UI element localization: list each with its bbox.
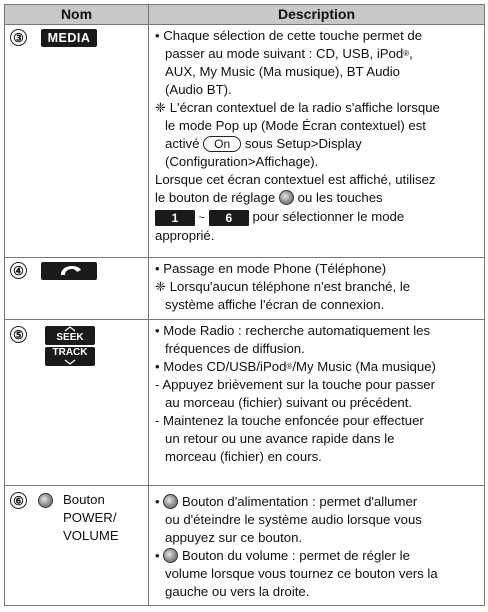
text-line: • Bouton du volume : permet de régler le: [155, 548, 410, 563]
text-line: le mode Pop up (Mode Écran contextuel) est: [165, 118, 426, 133]
row-number: ③: [10, 29, 27, 46]
text-line: fréquences de diffusion.: [165, 341, 305, 356]
nom-cell-seek-track: [5, 320, 149, 486]
phone-icon: [41, 262, 97, 280]
text-line: ❈ Lorsqu'aucun téléphone n'est branché, le: [155, 279, 411, 294]
text-line: approprié.: [155, 228, 215, 243]
text-line: AUX, My Music (Ma musique), BT Audio: [165, 64, 401, 79]
table-row: [5, 320, 485, 486]
text-line: • Chaque sélection de cette touche permet de: [155, 28, 423, 43]
text-line: au morceau (fichier) suivant ou précédent.: [165, 395, 413, 410]
text-line: • Passage en mode Phone (Téléphone): [155, 261, 387, 276]
chevron-down-icon: [45, 359, 95, 365]
header-description: Description: [149, 5, 485, 25]
key-1-icon: 1: [155, 210, 195, 226]
text-line: • Modes CD/USB/iPod®/My Music (Ma musique): [155, 359, 436, 374]
row-number: ④: [10, 262, 27, 279]
nom-cell-power-volume: [5, 486, 149, 606]
power-knob-icon: [38, 493, 53, 508]
text-line: (Audio BT).: [165, 82, 232, 97]
text-line: - Appuyez brièvement sur la touche pour passer: [155, 377, 436, 392]
text-line: passer au mode suivant : CD, USB, iPod®,: [165, 46, 413, 61]
track-button: TRACK: [45, 347, 95, 366]
description-cell-power-volume: [149, 486, 485, 606]
text-line: ou d'éteindre le système audio lorsque vous: [165, 512, 422, 527]
text-line: système affiche l'écran de connexion.: [165, 297, 385, 312]
text-line: appuyez sur ce bouton.: [165, 530, 303, 545]
description-cell-seek-track: [149, 320, 485, 486]
text-line: (Configuration>Affichage).: [165, 154, 319, 169]
seek-button: SEEK: [45, 326, 95, 345]
power-knob-icon: [163, 494, 178, 509]
text-line: activé On sous Setup>Display: [165, 136, 362, 151]
tune-knob-icon: [279, 190, 294, 205]
on-button-icon: On: [203, 136, 241, 152]
text-line: morceau (fichier) en cours.: [165, 449, 322, 464]
text-line: • Bouton d'alimentation : permet d'allumer: [155, 494, 418, 509]
key-6-icon: 6: [209, 210, 249, 226]
text-line: • Mode Radio : recherche automatiquement les: [155, 323, 431, 338]
table-row: [5, 258, 485, 320]
table-row: [5, 486, 485, 606]
description-cell-media: [149, 25, 485, 258]
text-line: ❈ L'écran contextuel de la radio s'affiche lorsque: [155, 100, 440, 115]
header-nom: Nom: [5, 5, 149, 25]
description-cell-phone: [149, 258, 485, 320]
text-line: gauche ou vers la droite.: [165, 584, 310, 599]
volume-knob-icon: [163, 548, 178, 563]
phone-button: [41, 262, 97, 280]
row-number: ⑥: [10, 492, 27, 509]
description-table: [4, 4, 485, 606]
nom-cell-media: [5, 25, 149, 258]
button-name: Bouton POWER/ VOLUME: [63, 492, 119, 543]
text-line: le bouton de réglage ou les touches: [155, 190, 383, 205]
text-line: volume lorsque vous tournez ce bouton vers la: [165, 566, 438, 581]
text-line: - Maintenez la touche enfoncée pour effectuer: [155, 413, 424, 428]
table-row: [5, 25, 485, 258]
text-line: 1 ~ 6 pour sélectionner le mode: [155, 208, 480, 227]
row-number: ⑤: [10, 326, 27, 343]
table-header-row: [5, 5, 485, 25]
text-line: un retour ou une avance rapide dans le: [165, 431, 395, 446]
text-line: Lorsque cet écran contextuel est affiché, utilisez: [155, 172, 436, 187]
nom-cell-phone: [5, 258, 149, 320]
media-button: MEDIA: [41, 29, 97, 47]
